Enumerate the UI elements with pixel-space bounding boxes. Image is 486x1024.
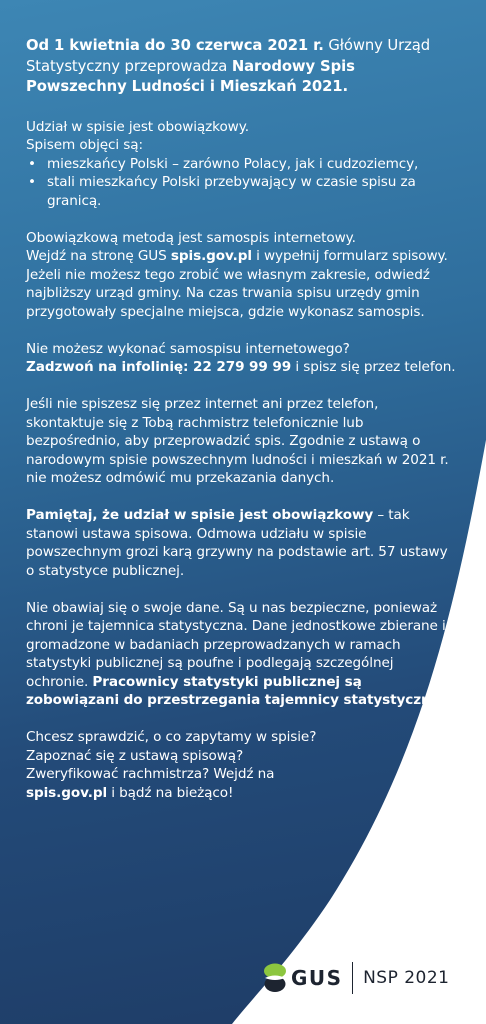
footer-divider [352, 962, 354, 994]
remember-paragraph: Pamiętaj, że udział w spisie jest obowiązkowy – tak stanowi ustawa spisowa. Odmowa udziału w spisie powszechnym grozi karą grzywny na podstawie art. 57 ustawy o statystyce publicznej. [26, 507, 448, 579]
method-line: Obowiązkową metodą jest samospis internetowy. [26, 229, 356, 246]
nsp-label: NSP 2021 [363, 968, 450, 988]
obligation-section [26, 118, 456, 211]
intro-text: Główny Urząd Statystyczny przeprowadza [26, 37, 431, 75]
scope-list [26, 155, 456, 211]
footer-branding [262, 958, 462, 998]
scope-line: Spisem objęci są: [26, 137, 143, 153]
obligation-line: Udział w spisie jest obowiązkowy. [26, 118, 249, 135]
gus-logo-text: GUS [291, 966, 343, 990]
confidentiality-statement: Pracownicy statystyki publicznej są zobowiązani do przestrzegania tajemnicy statystycznej. [26, 673, 450, 708]
gus-logo-icon [262, 962, 288, 994]
list-item: • mieszkańcy Polski – zarówno Polacy, jak i cudzoziemcy, [28, 155, 419, 172]
spis-link[interactable]: spis.gov.pl [170, 248, 252, 264]
check-paragraph: Chcesz sprawdzić, o co zapytamy w spisie? Zapoznać się z ustawą spisową? Zweryfikować rachmistrza? Wejdź na spis.gov.pl i bądź na bieżąco! [26, 729, 317, 801]
method-paragraph: Obowiązkową metodą jest samospis internetowy. Wejdź na stronę GUS spis.gov.pl i wypełnij formularz spisowy. Jeżeli nie możesz tego zrobić we własnym zakresie, odwiedź najbliższy urząd gminy. Na czas trwania spisu urzędy gmin przygotowały specjalne miejsca, gdzie wykonasz samospis. [26, 229, 448, 320]
privacy-paragraph: Nie obawiaj się o swoje dane. Są u nas bezpieczne, ponieważ chroni je tajemnica statystyczna. Dane jednostkowe zbierane i gromadzone w badaniach przeprowadzanych w ramach statystyki publicznej są poufne i podlegają szczególnej ochronie. Pracownicy statystyki publicznej są zobowiązani do przestrzegania tajemnicy statystycznej. [26, 599, 450, 708]
list-item: • stali mieszkańcy Polski przebywający w czasie spisu za granicą. [28, 174, 416, 209]
intro-paragraph [26, 36, 456, 98]
hotline-number: Zadzwoń na infolinię: 22 279 99 99 [26, 359, 292, 375]
enumerator-paragraph: Jeśli nie spiszesz się przez internet ani przez telefon, skontaktuje się z Tobą rachmistrz telefonicznie lub bezpośrednio, aby przeprowadzić spis. Zgodnie z ustawą o narodowym spisie powszechnym ludności i mieszkań w 2021 r. nie możesz odmówić mu przekazania danych. [26, 396, 449, 486]
leaflet-content [26, 36, 456, 821]
spis-link-footer[interactable]: spis.gov.pl [26, 784, 108, 801]
bullet-icon: • [28, 155, 36, 172]
remember-heading: Pamiętaj, że udział w spisie jest obowiązkowy [26, 507, 374, 523]
census-name: Narodowy Spis Powszechny Ludności i Mieszkań 2021. [26, 57, 355, 95]
census-dates: Od 1 kwietnia do 30 czerwca 2021 r. [26, 37, 324, 54]
bullet-icon: • [28, 174, 36, 190]
phone-paragraph: Nie możesz wykonać samospisu internetowego? Zadzwoń na infolinię: 22 279 99 99 i spisz się przez telefon. [26, 340, 456, 375]
